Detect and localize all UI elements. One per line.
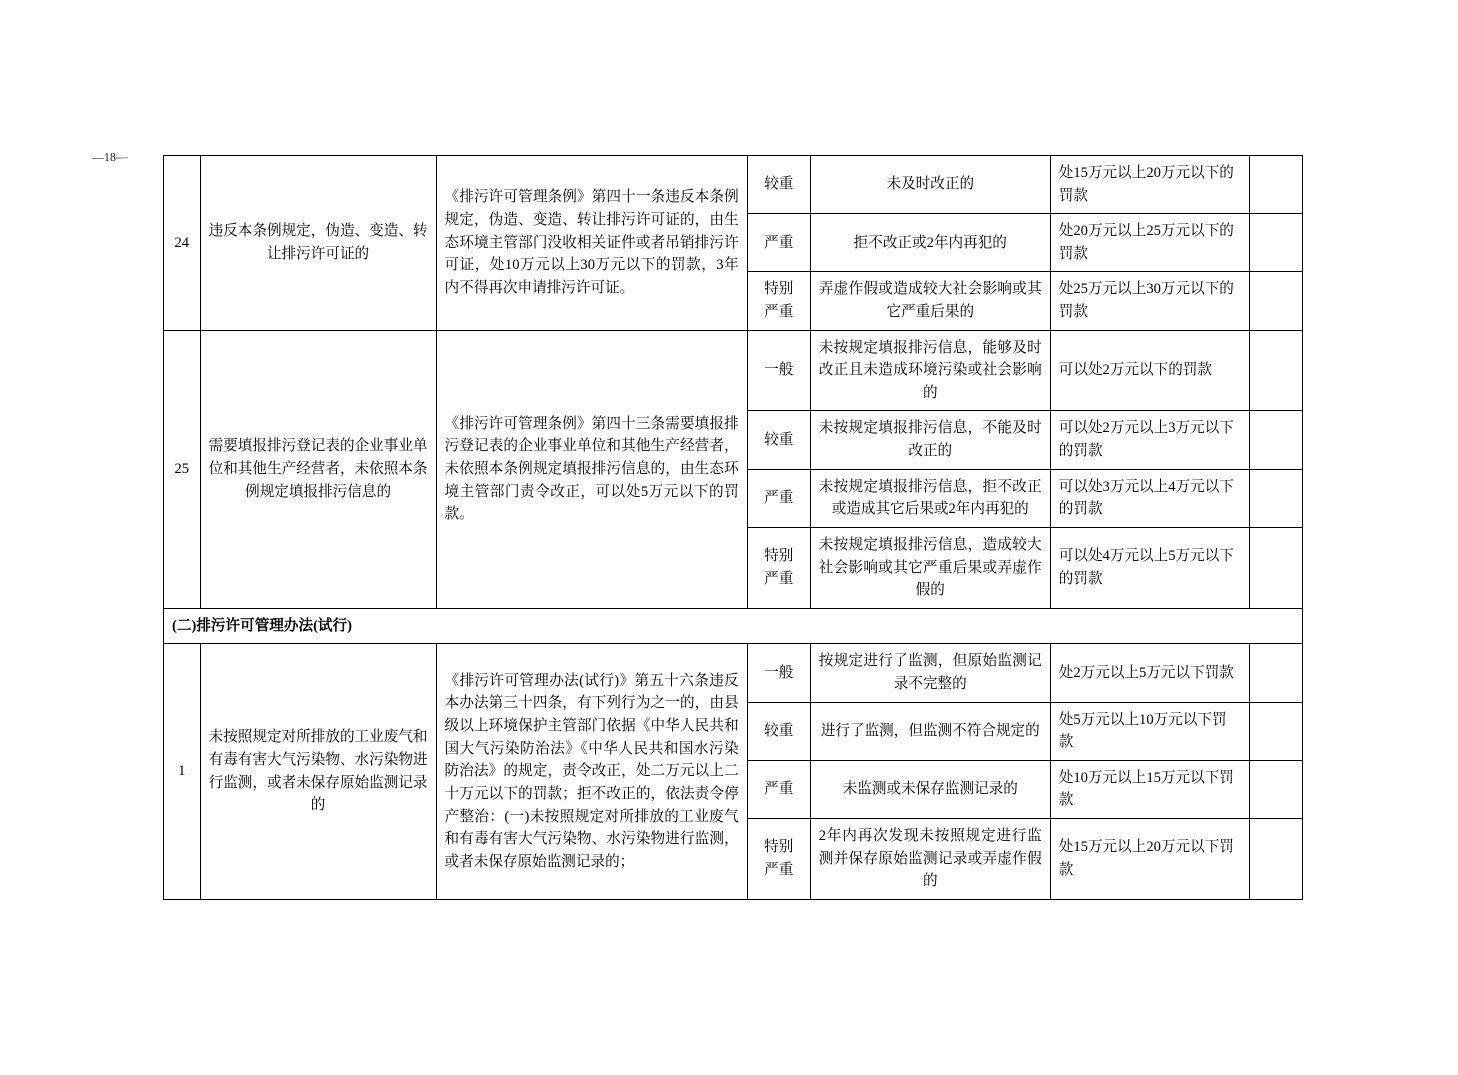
circumstance-description: 2年内再次发现未按照规定进行监测并保存原始监测记录或弄虚作假的 — [810, 819, 1050, 900]
circumstance-description: 未按规定填报排污信息，拒不改正或造成其它后果或2年内再犯的 — [810, 469, 1050, 527]
remark-cell — [1250, 411, 1303, 469]
penalty-amount: 可以处4万元以上5万元以下的罚款 — [1050, 527, 1249, 608]
circumstance-description: 按规定进行了监测，但原始监测记录不完整的 — [810, 644, 1050, 702]
penalty-amount: 处15万元以上20万元以下的罚款 — [1050, 156, 1249, 214]
severity-level: 严重 — [747, 469, 810, 527]
legal-basis: 《排污许可管理条例》第四十一条违反本条例规定，伪造、变造、转让排污许可证的，由生态环境主管部门没收相关证件或者吊销排污许可证，处10万元以上30万元以下的罚款，3年内不得再次申请排污许可证。 — [436, 156, 747, 331]
violation-item: 需要填报排污登记表的企业事业单位和其他生产经营者，未依照本条例规定填报排污信息的 — [200, 330, 436, 608]
severity-level: 特别 严重 — [747, 272, 810, 330]
remark-cell — [1250, 330, 1303, 411]
penalty-amount: 处25万元以上30万元以下的罚款 — [1050, 272, 1249, 330]
severity-level: 较重 — [747, 156, 810, 214]
row-number: 24 — [164, 156, 201, 331]
circumstance-description: 进行了监测，但监测不符合规定的 — [810, 702, 1050, 760]
circumstance-description: 未按规定填报排污信息，能够及时改正且未造成环境污染或社会影响的 — [810, 330, 1050, 411]
circumstance-description: 未及时改正的 — [810, 156, 1050, 214]
remark-cell — [1250, 469, 1303, 527]
penalty-discretion-table — [163, 155, 1303, 900]
penalty-amount: 可以处2万元以下的罚款 — [1050, 330, 1249, 411]
page-number: —18— — [91, 149, 129, 165]
severity-level: 较重 — [747, 702, 810, 760]
circumstance-description: 未按规定填报排污信息，造成较大社会影响或其它严重后果或弄虚作假的 — [810, 527, 1050, 608]
severity-level: 一般 — [747, 644, 810, 702]
penalty-amount: 处20万元以上25万元以下的罚款 — [1050, 214, 1249, 272]
legal-basis: 《排污许可管理条例》第四十三条需要填报排污登记表的企业事业单位和其他生产经营者，未依照本条例规定填报排污信息的，由生态环境主管部门责令改正，可以处5万元以下的罚款。 — [436, 330, 747, 608]
section-title: (二)排污许可管理办法(试行) — [164, 608, 1303, 644]
remark-cell — [1250, 156, 1303, 214]
penalty-amount: 处15万元以上20万元以下罚款 — [1050, 819, 1249, 900]
severity-level: 特别 严重 — [747, 819, 810, 900]
circumstance-description: 拒不改正或2年内再犯的 — [810, 214, 1050, 272]
row-number: 25 — [164, 330, 201, 608]
circumstance-description: 弄虚作假或造成较大社会影响或其它严重后果的 — [810, 272, 1050, 330]
penalty-amount: 处2万元以上5万元以下罚款 — [1050, 644, 1249, 702]
remark-cell — [1250, 819, 1303, 900]
severity-level: 特别 严重 — [747, 527, 810, 608]
penalty-amount: 处5万元以上10万元以下罚款 — [1050, 702, 1249, 760]
penalty-amount: 可以处3万元以上4万元以下的罚款 — [1050, 469, 1249, 527]
remark-cell — [1250, 272, 1303, 330]
table-row — [164, 330, 1303, 411]
remark-cell — [1250, 527, 1303, 608]
severity-level: 一般 — [747, 330, 810, 411]
circumstance-description: 未监测或未保存监测记录的 — [810, 760, 1050, 818]
section-heading-row — [164, 608, 1303, 644]
severity-level: 严重 — [747, 214, 810, 272]
severity-level: 较重 — [747, 411, 810, 469]
remark-cell — [1250, 702, 1303, 760]
legal-basis: 《排污许可管理办法(试行)》第五十六条违反本办法第三十四条，有下列行为之一的，由县级以上环境保护主管部门依据《中华人民共和国大气污染防治法》《中华人民共和国水污染防治法》的规定，责令改正，处二万元以上二十万元以下的罚款；拒不改正的，依法责令停产整治：(一)未按照规定对所排放的工业废气和有毒有害大气污染物、水污染物进行监测，或者未保存原始监测记录的； — [436, 644, 747, 899]
remark-cell — [1250, 214, 1303, 272]
remark-cell — [1250, 760, 1303, 818]
severity-level: 严重 — [747, 760, 810, 818]
row-number: 1 — [164, 644, 201, 899]
violation-item: 违反本条例规定，伪造、变造、转让排污许可证的 — [200, 156, 436, 331]
table-row — [164, 156, 1303, 214]
penalty-amount: 处10万元以上15万元以下罚款 — [1050, 760, 1249, 818]
remark-cell — [1250, 644, 1303, 702]
violation-item: 未按照规定对所排放的工业废气和有毒有害大气污染物、水污染物进行监测，或者未保存原始监测记录的 — [200, 644, 436, 899]
penalty-amount: 可以处2万元以上3万元以下的罚款 — [1050, 411, 1249, 469]
circumstance-description: 未按规定填报排污信息，不能及时改正的 — [810, 411, 1050, 469]
table-row — [164, 644, 1303, 702]
